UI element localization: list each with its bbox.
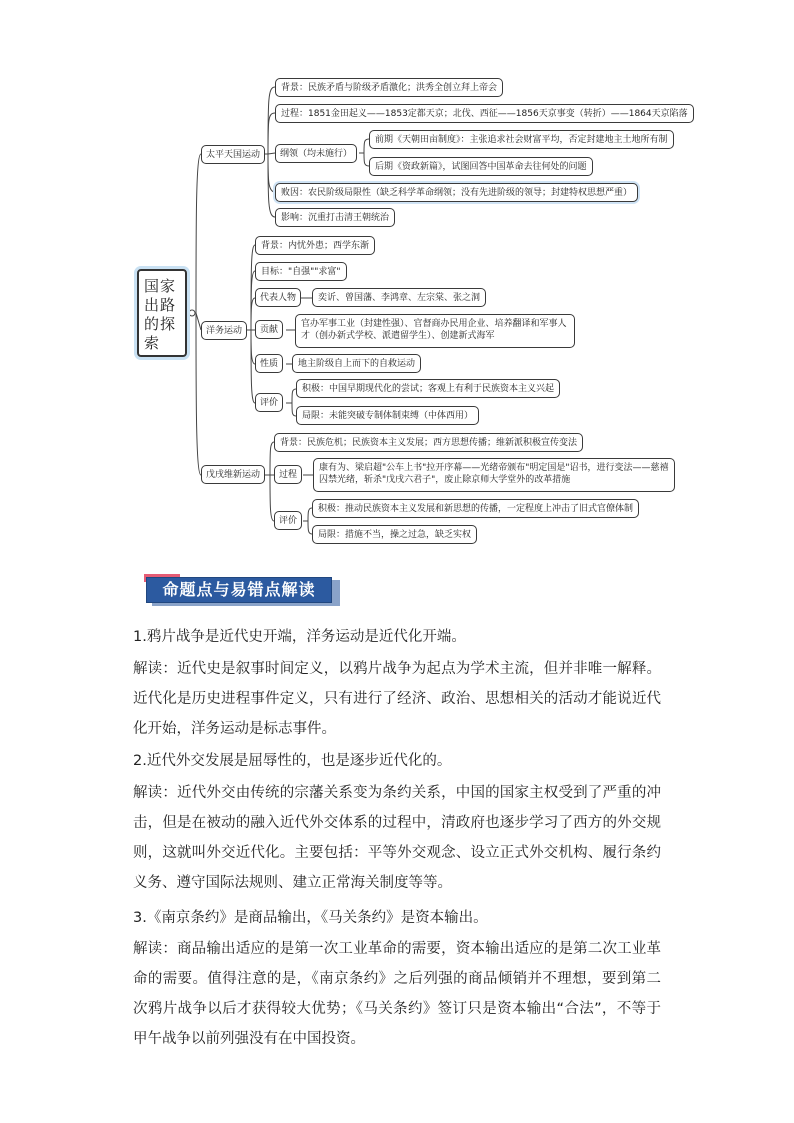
banner-title: 命题点与易错点解读	[146, 577, 332, 603]
wuxu-process-label: 过程	[274, 465, 302, 484]
yangwu-node: 洋务运动	[201, 321, 247, 340]
yangwu-nature: 地主阶级自上而下的自救运动	[292, 354, 421, 373]
yangwu-goal: 目标："自强""求富"	[255, 262, 347, 281]
wuxu-background: 背景：民族危机；民族资本主义发展；西方思想传播；维新派积极宣传变法	[274, 433, 583, 452]
taiping-background: 背景：民族矛盾与阶级矛盾激化；洪秀全创立拜上帝会	[275, 78, 503, 97]
point-2-heading: 2.近代外交发展是屈辱性的，也是逐步近代化的。	[133, 753, 452, 769]
point-2-explanation: 解读：近代外交由传统的宗藩关系变为条约关系，中国的国家主权受到了严重的冲击，但是在被动的融入近代外交体系的过程中，清政府也逐步学习了西方的外交规则，这就叫外交近代化。主要包括：平等外交观念、设立正式外交机构、履行条约义务、遵守国际法规则、建立正常海关制度等等。	[133, 785, 661, 891]
point-1-heading: 1.鸦片战争是近代史开端，洋务运动是近代化开端。	[133, 629, 466, 645]
mind-map-root	[137, 269, 187, 357]
root-line-1: 国家	[144, 277, 177, 295]
yangwu-eval-positive: 积极：中国早期现代化的尝试；客观上有利于民族资本主义兴起	[296, 379, 560, 398]
taiping-node: 太平天国运动	[201, 145, 265, 164]
yangwu-contribution: 官办军事工业（封建性强）、官督商办民用企业、培养翻译和军事人才（创办新式学校、派遣留学生）、创建新式海军	[295, 314, 575, 348]
yangwu-contribution-label: 贡献	[255, 320, 283, 339]
point-3-explanation: 解读：商品输出适应的是第一次工业革命的需要，资本输出适应的是第二次工业革命的需要。值得注意的是，《南京条约》之后列强的商品倾销并不理想，要到第二次鸦片战争以后才获得较大优势；《马关条约》签订只是资本输出“合法”，不等于甲午战争以前列强没有在中国投资。	[133, 941, 661, 1047]
yangwu-eval-label: 评价	[255, 393, 283, 412]
root-line-3: 的探	[144, 315, 177, 333]
wuxu-process: 康有为、梁启超"公车上书"拉开序幕——光绪帝颁布"明定国是"诏书，进行变法——慈禧囚禁光绪，斩杀"戊戌六君子"，废止除京师大学堂外的改革措施	[313, 458, 675, 492]
taiping-program-early: 前期《天朝田亩制度》：主张追求社会财富平均，否定封建地主土地所有制	[369, 130, 674, 149]
yangwu-people-label: 代表人物	[255, 288, 301, 307]
wuxu-node: 戊戌维新运动	[201, 465, 265, 484]
root-line-2: 出路	[144, 296, 177, 314]
taiping-failure: 败因：农民阶级局限性（缺乏科学革命纲领；没有先进阶级的领导；封建特权思想严重）	[275, 183, 638, 202]
section-banner	[144, 574, 340, 606]
wuxu-eval-label: 评价	[274, 511, 302, 530]
point-3-heading: 3.《南京条约》是商品输出，《马关条约》是资本输出。	[133, 910, 488, 926]
wuxu-eval-limit: 局限：措施不当，操之过急，缺乏实权	[312, 525, 477, 544]
yangwu-nature-label: 性质	[255, 354, 283, 373]
yangwu-eval-limit: 局限：未能突破专制体制束缚（中体西用）	[296, 406, 479, 425]
taiping-process: 过程：1851金田起义——1853定都天京；北伐、西征——1856天京事变（转折）——1864天京陷落	[275, 104, 694, 123]
wuxu-eval-positive: 积极：推动民族资本主义发展和新思想的传播，一定程度上冲击了旧式官僚体制	[312, 499, 639, 518]
yangwu-background: 背景：内忧外患；西学东渐	[255, 236, 375, 255]
point-1-explanation: 解读：近代史是叙事时间定义，以鸦片战争为起点为学术主流，但并非唯一解释。近代化是历史进程事件定义，只有进行了经济、政治、思想相关的活动才能说近代化开始，洋务运动是标志事件。	[133, 661, 661, 737]
taiping-program-late: 后期《资政新篇》，试图回答中国革命去往何处的问题	[369, 157, 593, 176]
mind-map	[0, 0, 794, 560]
root-line-4: 索	[144, 334, 161, 352]
yangwu-people: 奕䜣、曾国藩、李鸿章、左宗棠、张之洞	[312, 288, 486, 307]
taiping-impact: 影响：沉重打击清王朝统治	[275, 208, 395, 227]
taiping-program: 纲领（均未施行）	[275, 144, 357, 163]
